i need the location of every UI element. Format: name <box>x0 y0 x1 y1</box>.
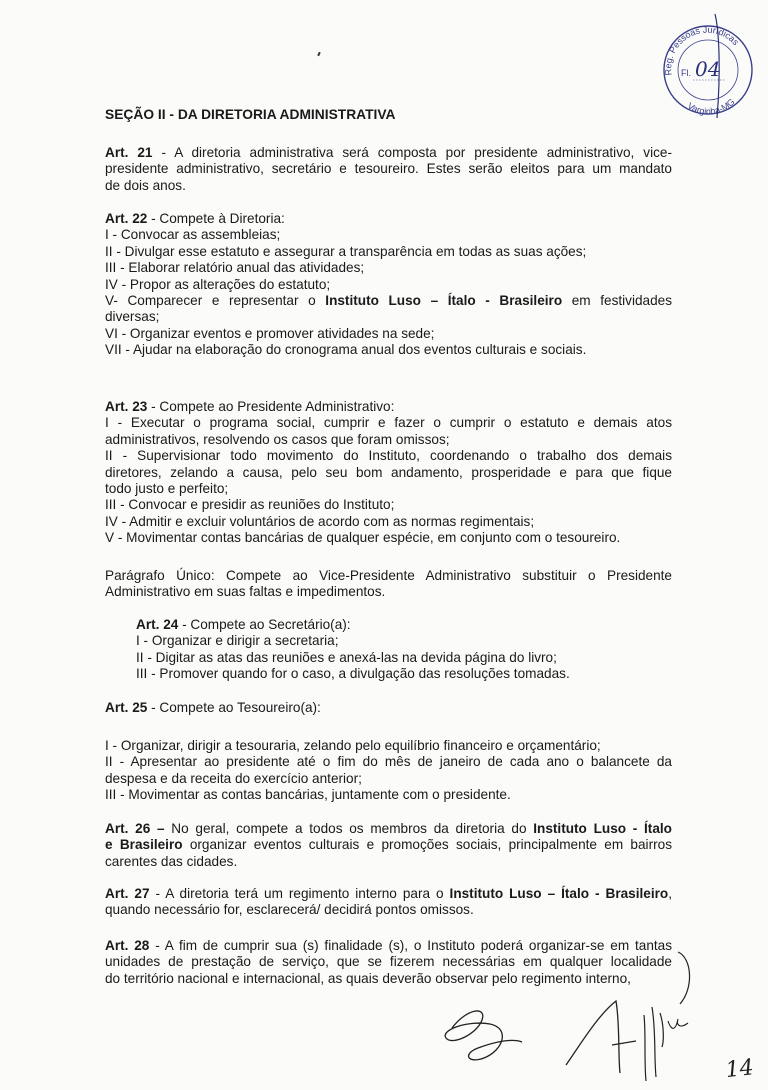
institute-name: Instituto Luso – Ítalo - Brasileiro <box>325 293 563 309</box>
institute-name: Instituto Luso - Ítalo <box>533 821 672 836</box>
article-22-intro: - Compete à Diretoria: <box>147 211 285 226</box>
paragrafo-unico-line-1: Parágrafo Único: Compete ao Vice-Presidente Administrativo substituir o Presidente <box>105 568 672 583</box>
article-25-intro: - Compete ao Tesoureiro(a): <box>147 700 321 715</box>
article-23-item-3: III - Convocar e presidir as reuniões do Instituto; <box>105 497 395 513</box>
signature-2 <box>560 985 700 1085</box>
article-23-item-2: II - Supervisionar todo movimento do Instituto, coordenando o trabalho dos demais <box>105 448 672 464</box>
article-22-item-6: VI - Organizar eventos e promover atividades na sede; <box>105 325 435 341</box>
paragrafo-unico-line-2: Administrativo em suas faltas e impedimentos. <box>105 584 386 600</box>
stamp-top-text: Pessoas <box>667 25 701 55</box>
article-24-label: Art. 24 <box>136 617 179 632</box>
article-27-line-2: quando necessário for, esclarecerá/ decidirá pontos omissos. <box>105 902 474 918</box>
article-24-item-3: III - Promover quando for o caso, a divulgação das resoluções tomadas. <box>136 666 570 682</box>
registry-stamp <box>655 10 755 120</box>
institute-name: Instituto Luso – Ítalo - Brasileiro <box>449 886 669 901</box>
article-23-item-1-cont: administrativos, resolvendo os casos que foram omissos; <box>105 431 450 447</box>
article-23-item-2-end: todo justo e perfeito; <box>105 481 229 497</box>
paragrafo-unico <box>105 568 672 601</box>
article-28-line-2: unidades de prestação de serviço, que se fizerem necessárias em qualquer localidade <box>105 954 672 970</box>
article-21-label: Art. 21 <box>105 145 153 160</box>
article-25 <box>105 738 672 804</box>
article-27-label: Art. 27 <box>105 886 150 901</box>
article-22-item-7: VII - Ajudar na elaboração do cronograma anual dos eventos culturais e sociais. <box>105 342 587 358</box>
article-23-label: Art. 23 <box>105 399 148 414</box>
article-24-intro: - Compete ao Secretário(a): <box>178 617 351 632</box>
stamp-bottom-text: Varginha-MG <box>685 96 737 117</box>
stamp-folio-label: Fl. <box>681 68 691 78</box>
article-24 <box>136 617 616 683</box>
article-24-item-1: I - Organizar e dirigir a secretaria; <box>136 633 339 649</box>
article-21-line-2: presidente administrativo, secretário e tesoureiro. Estes serão eleitos para um mandato <box>105 161 672 177</box>
article-23-intro: - Compete ao Presidente Administrativo: <box>147 399 395 414</box>
institute-name-cont: e Brasileiro <box>105 837 183 853</box>
article-25-item-2-cont: despesa e da receita do exercício anterior; <box>105 770 362 786</box>
article-22-item-3: III - Elaborar relatório anual das atividades; <box>105 260 365 276</box>
stamp-folio-number: 04 <box>695 57 721 81</box>
stamp-left-text: Reg. <box>663 53 676 76</box>
article-28: Art. 28 - A fim de cumprir sua (s) finalidade (s), o Instituto poderá organizar-se em tantas unidades de prestação de serviço, que se fizerem necessárias em qualquer localidade do território nacional e internacional, as quais deverão observar pelo regimento interno, <box>105 938 673 986</box>
article-23-item-4: IV - Admitir e excluir voluntários de acordo com as normas regimentais; <box>105 513 535 529</box>
ink-speck <box>317 52 321 56</box>
section-title: SEÇÃO II - DA DIRETORIA ADMINISTRATIVA <box>105 107 396 122</box>
article-22-item-1: I - Convocar as assembleias; <box>105 227 281 243</box>
article-25-item-1: I - Organizar, dirigir a tesouraria, zelando pelo equilíbrio financeiro e orçamentário; <box>105 738 601 753</box>
article-26-label: Art. 26 – <box>105 821 165 836</box>
signature-1 <box>432 998 532 1078</box>
article-26-line-3: carentes das cidades. <box>105 853 238 869</box>
article-22-item-5: V- Comparecer e representar o Instituto Luso – Ítalo - Brasileiro em festividades <box>105 293 673 309</box>
article-25-heading <box>105 700 672 716</box>
article-21-line-3: de dois anos. <box>105 177 186 193</box>
article-23-item-2-cont: diretores, zelando a causa, pelo seu bom andamento, prosperidade e para que fique <box>105 464 672 480</box>
article-22-label: Art. 22 <box>105 211 148 226</box>
article-21-line-1: - A diretoria administrativa será composta por presidente administrativo, vice- <box>152 145 672 160</box>
article-22-item-5-cont: diversas; <box>105 309 160 325</box>
article-22 <box>105 211 672 359</box>
article-25-item-2: II - Apresentar ao presidente até o fim do mês de janeiro de cada ano o balancete da <box>105 754 672 770</box>
article-28-line-3: do território nacional e internacional, as quais deverão observar pelo regimento interno, <box>105 970 631 986</box>
article-27: Art. 27 - A diretoria terá um regimento interno para o Instituto Luso – Ítalo - Brasileiro, quando necessário for, esclarecerá/ decidirá pontos omissos. <box>105 886 673 918</box>
article-22-item-4: IV - Propor as alterações do estatuto; <box>105 276 331 292</box>
article-28-label: Art. 28 <box>105 938 150 953</box>
article-22-item-2: II - Divulgar esse estatuto e assegurar a transparência em todas as suas ações; <box>105 243 587 259</box>
handwritten-page-number: 14 <box>724 1055 755 1084</box>
article-25-item-3: III - Movimentar as contas bancárias, juntamente com o presidente. <box>105 787 511 803</box>
article-25-label: Art. 25 <box>105 700 148 715</box>
article-21 <box>105 145 672 194</box>
article-23-item-1: I - Executar o programa social, cumprir e fazer o cumprir o estatuto e demais atos <box>105 415 672 431</box>
article-23-item-5: V - Movimentar contas bancárias de qualquer espécie, em conjunto com o tesoureiro. <box>105 530 621 546</box>
article-23 <box>105 399 672 547</box>
stamp-right-text: Jurídicas <box>702 24 741 48</box>
article-24-item-2: II - Digitar as atas das reuniões e anexá-las na devida página do livro; <box>136 649 557 665</box>
article-26: Art. 26 – No geral, compete a todos os membros da diretoria do Instituto Luso - Ítalo e Brasileiro organizar eventos culturais e promoções sociais, principalmente em bairros carentes das cidades. <box>105 821 672 869</box>
